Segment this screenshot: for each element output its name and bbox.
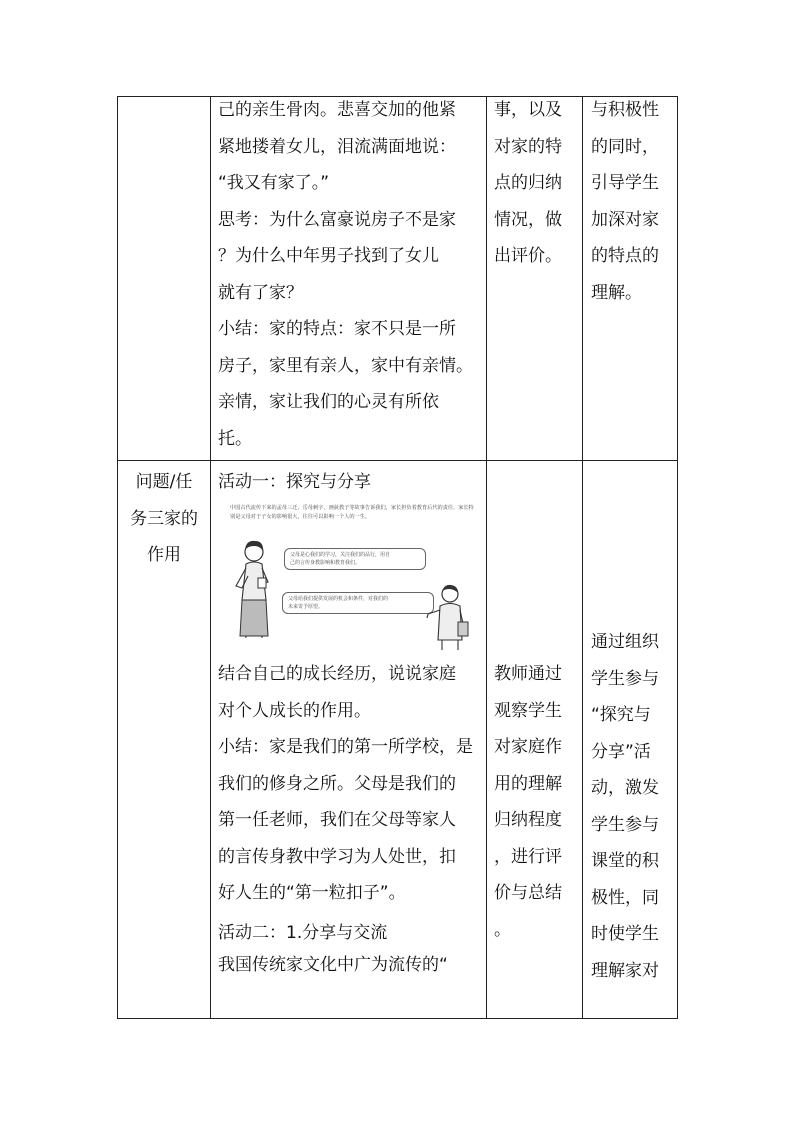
activity1-title-text: 活动一：探究与分享 bbox=[218, 472, 371, 492]
text-line: 学生参与 bbox=[591, 668, 659, 689]
text-line: 动，激发 bbox=[591, 778, 659, 798]
text-line: 教师通过 bbox=[494, 664, 562, 684]
text-line: 与积极性 bbox=[591, 100, 659, 120]
text-line: 时使学生 bbox=[591, 924, 659, 944]
text-line: 课堂的积 bbox=[591, 851, 659, 871]
text-line: 分享”活 bbox=[591, 741, 651, 762]
activity1-title bbox=[218, 464, 371, 501]
text-line: 紧地搂着女儿，泪流满面地说： bbox=[218, 136, 456, 157]
text-line: 己的亲生骨肉。悲喜交加的他紧 bbox=[218, 100, 456, 120]
text-line: 思考：为什么富豪说房子不是家 bbox=[218, 209, 456, 230]
speech-bubble-father bbox=[282, 592, 434, 614]
text-line: 观察学生 bbox=[494, 700, 562, 721]
textbook-illustration bbox=[222, 500, 480, 650]
text-line: 。 bbox=[494, 919, 511, 940]
bubble-line: 己的言传身教影响和教育我们。 bbox=[290, 560, 361, 566]
text-line: “探究与 bbox=[591, 705, 651, 725]
text-line: 的特点的 bbox=[591, 246, 659, 266]
table-divider-col3 bbox=[582, 96, 583, 1019]
text-line: 的同时， bbox=[591, 136, 659, 157]
text-line: 加深对家 bbox=[591, 209, 659, 230]
text-line: ？为什么中年男子找到了女儿 bbox=[218, 246, 439, 266]
text-line: 小结：家的特点：家不只是一所 bbox=[218, 319, 456, 339]
text-line: 引导学生 bbox=[591, 173, 659, 193]
text-line: 好人生的“第一粒扣子”。 bbox=[218, 883, 406, 903]
text-line: 极性，同 bbox=[591, 887, 659, 908]
text-line: 理解家对 bbox=[591, 960, 659, 981]
text-line: “我又有家了。” bbox=[218, 173, 330, 193]
row2-evaluation-cell bbox=[494, 656, 562, 948]
task-title-line: 作用 bbox=[147, 545, 181, 565]
father-figure-icon bbox=[422, 582, 472, 650]
text-line: 价与总结 bbox=[494, 883, 562, 903]
speech-bubble-mother bbox=[284, 548, 426, 570]
text-line: 用的理解 bbox=[494, 773, 562, 794]
text-line: 学生参与 bbox=[591, 814, 659, 835]
table-row-divider bbox=[117, 460, 678, 461]
text-line: 我们的修身之所。父母是我们的 bbox=[218, 773, 456, 794]
task-title-line: 务三家的 bbox=[130, 508, 198, 529]
activity2-text: 我国传统家文化中广为流传的“ bbox=[218, 955, 448, 975]
text-line: 房子，家里有亲人，家中有亲情。 bbox=[218, 355, 473, 376]
text-line: 亲情，家让我们的心灵有所依 bbox=[218, 392, 439, 412]
row2-task-cell bbox=[118, 464, 210, 574]
row1-content-cell bbox=[218, 92, 473, 457]
bubble-line: 父母给我们提供发展的机会和条件，对我们的 bbox=[288, 596, 389, 602]
text-line: 对家的特 bbox=[494, 136, 562, 157]
text-line: 出评价。 bbox=[494, 246, 562, 266]
mother-figure-icon bbox=[228, 538, 278, 648]
text-line: 理解。 bbox=[591, 282, 642, 303]
text-line: 归纳程度 bbox=[494, 810, 562, 830]
bubble-line: 父母是心我们的学习，关注我们的品行，用自 bbox=[290, 552, 391, 558]
task-title-line: 问题/任 bbox=[135, 472, 193, 492]
text-line: 对家庭作 bbox=[494, 737, 562, 757]
row1-evaluation-cell bbox=[494, 92, 562, 275]
bubble-line: 未来寄予厚望。 bbox=[288, 604, 324, 610]
text-line: 情况，做 bbox=[494, 209, 562, 230]
table-divider-col1 bbox=[210, 96, 211, 1019]
text-line: 事，以及 bbox=[494, 100, 562, 120]
text-line: 的言传身教中学习为人处世，扣 bbox=[218, 846, 456, 867]
row2-content-cell bbox=[218, 656, 473, 912]
text-line: 通过组织 bbox=[591, 632, 659, 652]
table-border-bottom bbox=[117, 1018, 678, 1019]
illustration-caption-text: 中国古代流传下来的孟母三迁、岳母刺字、画荻教子等故事告诉我们，家长担负着教育后代的责任，家长特别是父母对于子女的影响很大，往往可以影响一个人的一生。 bbox=[230, 505, 474, 520]
text-line: 第一任老师，我们在父母等家人 bbox=[218, 810, 456, 830]
table-divider-col2 bbox=[486, 96, 487, 1019]
text-line: ，进行评 bbox=[494, 846, 562, 867]
illustration-caption bbox=[230, 504, 474, 522]
text-line: 小结：家是我们的第一所学校，是 bbox=[218, 737, 473, 757]
row2-intent-cell bbox=[591, 624, 659, 989]
text-line: 对个人成长的作用。 bbox=[218, 700, 371, 721]
activity2-title: 活动二：1.分享与交流 bbox=[218, 923, 388, 943]
text-line: 托。 bbox=[218, 428, 252, 449]
text-line: 点的归纳 bbox=[494, 173, 562, 193]
table-border-right bbox=[677, 96, 678, 1019]
text-line: 结合自己的成长经历，说说家庭 bbox=[218, 664, 456, 684]
text-line: 就有了家？ bbox=[218, 282, 303, 303]
row1-intent-cell bbox=[591, 92, 659, 311]
